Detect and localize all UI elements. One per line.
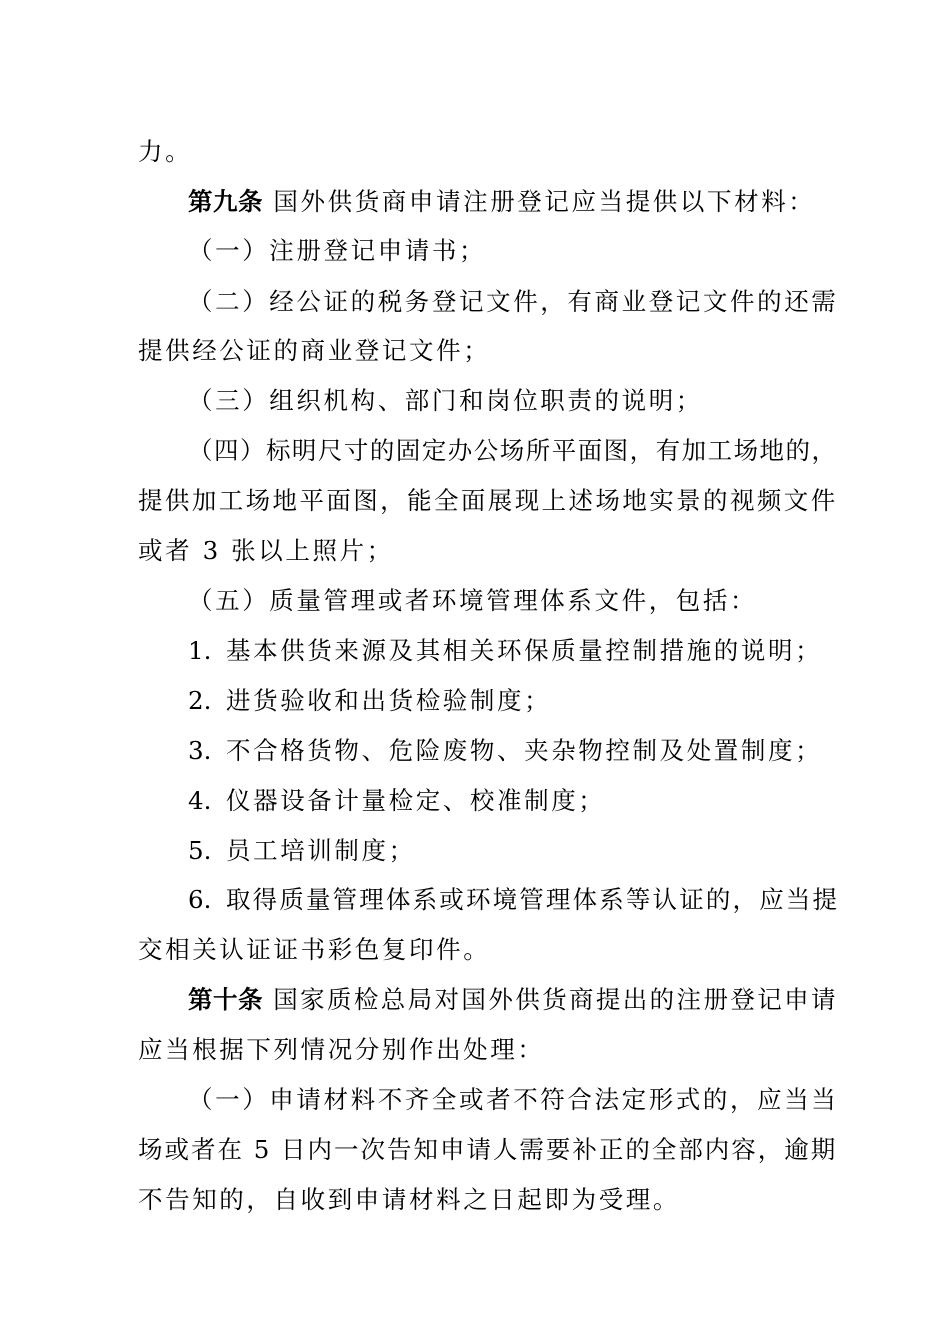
line-text: （四）标明尺寸的固定办公场所平面图，有加工场地的， bbox=[188, 436, 838, 465]
line-text: （三）组织机构、部门和岗位职责的说明； bbox=[188, 386, 703, 415]
list-item-line bbox=[188, 433, 838, 469]
line-text: 场或者在 5 日内一次告知申请人需要补正的全部内容，逾期 bbox=[138, 1135, 838, 1164]
paragraph-line bbox=[138, 932, 490, 968]
line-text: 力。 bbox=[138, 137, 193, 166]
numbered-item-line bbox=[188, 733, 822, 769]
article-label: 第九条 bbox=[188, 187, 263, 216]
list-item-line bbox=[188, 284, 838, 320]
line-text: 国外供货商申请注册登记应当提供以下材料： bbox=[273, 187, 816, 216]
line-text: 员工培训制度； bbox=[226, 836, 416, 865]
list-item-line bbox=[188, 583, 757, 619]
item-number: 4. bbox=[188, 786, 212, 815]
line-text: 交相关认证证书彩色复印件。 bbox=[138, 935, 491, 964]
paragraph-line bbox=[138, 1182, 680, 1218]
paragraph-line bbox=[138, 533, 394, 569]
line-text: 或者 3 张以上照片； bbox=[138, 536, 394, 565]
item-number: 1. bbox=[188, 636, 212, 665]
article-nine-heading-line bbox=[188, 184, 815, 220]
numbered-item-line bbox=[188, 633, 822, 669]
list-item-line bbox=[188, 1082, 838, 1118]
line-text: 进货验收和出货检验制度； bbox=[226, 686, 552, 715]
paragraph-line bbox=[138, 1032, 545, 1068]
line-text: 不合格货物、危险废物、夹杂物控制及处置制度； bbox=[226, 736, 823, 765]
line-text: 基本供货来源及其相关环保质量控制措施的说明； bbox=[226, 636, 823, 665]
paragraph-line bbox=[138, 483, 838, 519]
line-text: （二）经公证的税务登记文件，有商业登记文件的还需 bbox=[188, 287, 839, 316]
numbered-item-line bbox=[188, 833, 416, 869]
line-text: 提供加工场地平面图，能全面展现上述场地实景的视频文件 bbox=[138, 486, 838, 515]
line-text: 应当根据下列情况分别作出处理： bbox=[138, 1035, 545, 1064]
numbered-item-line bbox=[188, 783, 605, 819]
item-number: 2. bbox=[188, 686, 212, 715]
line-text: 不告知的，自收到申请材料之日起即为受理。 bbox=[138, 1185, 680, 1214]
line-text: 取得质量管理体系或环境管理体系等认证的，应当提 bbox=[226, 885, 840, 914]
article-ten-heading-line bbox=[188, 982, 838, 1018]
line-text: 提供经公证的商业登记文件； bbox=[138, 336, 491, 365]
item-number: 6. bbox=[188, 885, 212, 914]
numbered-item-line bbox=[188, 683, 551, 719]
line-text: （一）注册登记申请书； bbox=[188, 236, 487, 265]
item-number: 3. bbox=[188, 736, 212, 765]
line-text: （一）申请材料不齐全或者不符合法定形式的，应当当 bbox=[188, 1085, 839, 1114]
article-label: 第十条 bbox=[188, 985, 263, 1014]
line-text: 仪器设备计量检定、校准制度； bbox=[226, 786, 606, 815]
paragraph-line bbox=[138, 1132, 837, 1168]
line-text: （五）质量管理或者环境管理体系文件，包括： bbox=[188, 586, 758, 615]
numbered-item-line bbox=[188, 882, 839, 918]
list-item-line bbox=[188, 233, 486, 269]
item-number: 5. bbox=[188, 836, 212, 865]
line-text: 国家质检总局对国外供货商提出的注册登记申请 bbox=[273, 985, 838, 1014]
list-item-line bbox=[188, 383, 703, 419]
paragraph-line bbox=[138, 134, 192, 170]
paragraph-line bbox=[138, 333, 490, 369]
